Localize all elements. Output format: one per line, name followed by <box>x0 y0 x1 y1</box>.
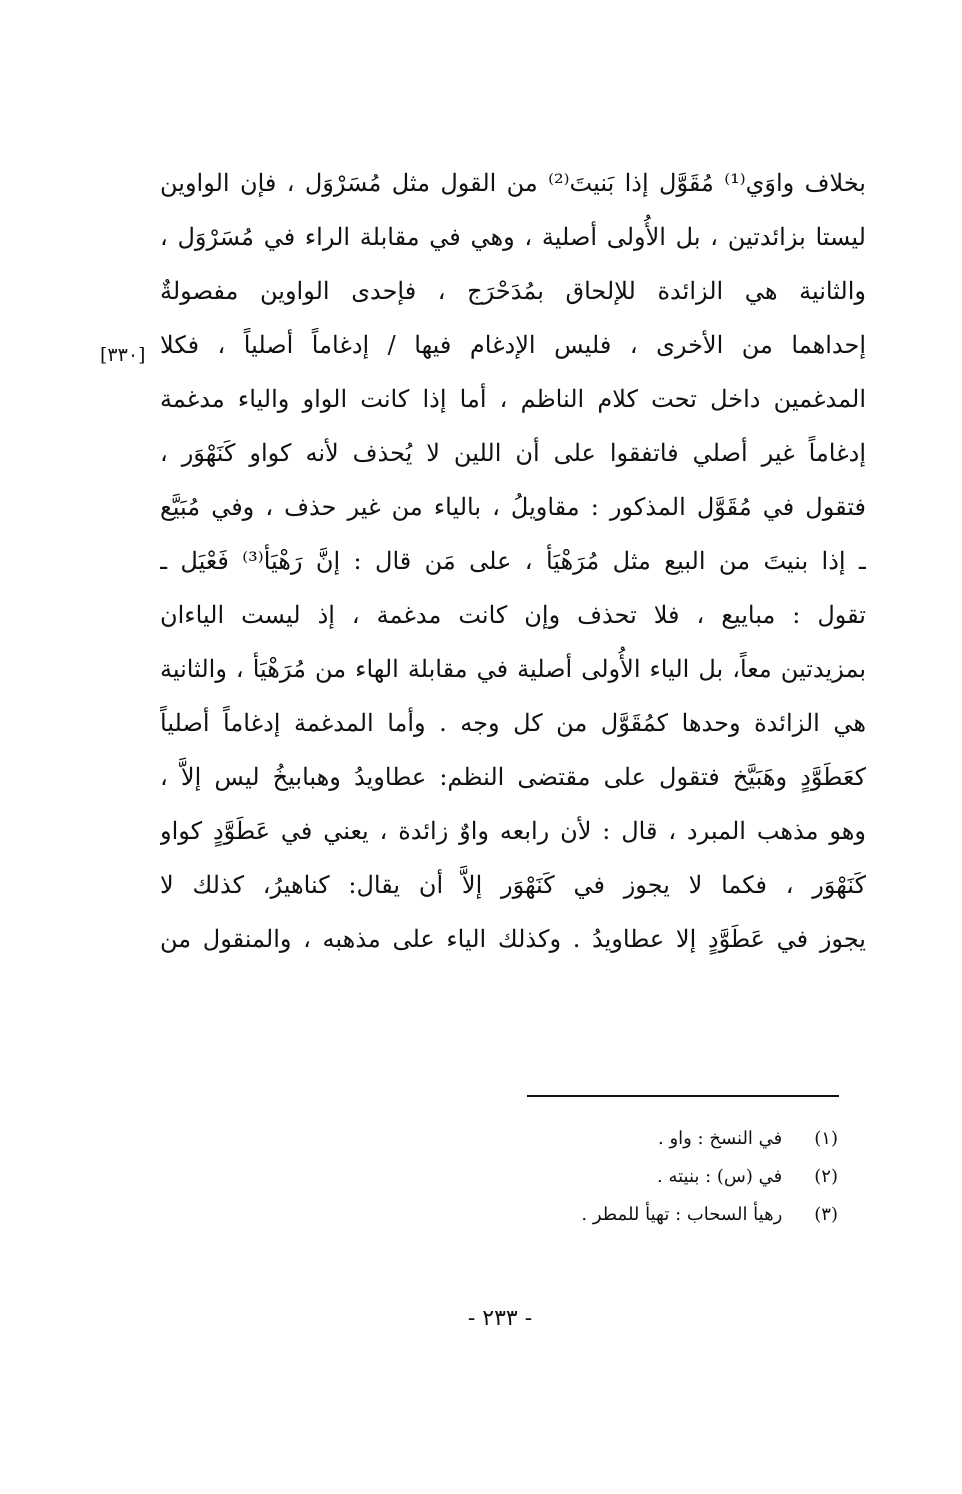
text-line: إدغاماً غير أصلي فاتفقوا على أن اللين لا يُحذف لأنه كواو كَنَهْوَر ، <box>160 439 866 467</box>
text-line: ـ إذا بنيتَ من البيع مثل مُرَهْيَأ ، على مَن قال : إنَّ رَهْيَأ⁽³⁾ فَعْيَل ـ <box>160 547 866 575</box>
text-line: كَنَهْوَر ، فكما لا يجوز في كَنَهْوَر إلاَّ أن يقال: كناهيرُ، كذلك لا <box>160 871 866 899</box>
page-number: - ٢٣٣ - <box>467 1306 533 1331</box>
text-line: كعَطَوَّدٍ وهَبَيَّخ فتقول على مقتضى النظم: عطاويدُ وهبابيخُ ليس إلاَّ ، <box>160 763 866 791</box>
footnote-number: (١) <box>814 1128 838 1149</box>
text-line: فتقول في مُقَوَّل المذكور : مقاويلُ ، بالياء من غير حذف ، وفي مُبَيَّع <box>160 493 866 521</box>
footnotes <box>420 1120 838 1234</box>
text-line: ليستا بزائدتين ، بل الأُولى أصلية ، وهي في مقابلة الراء في مُسَرْوَل ، <box>160 223 866 251</box>
text-line: هي الزائدة وحدها كمُقَوَّل من كل وجه . وأما المدغمة إدغاماً أصلياً <box>160 709 866 737</box>
footnote-item <box>420 1196 838 1234</box>
text-line: إحداهما من الأخرى ، فليس الإدغام فيها / إدغاماً أصلياً ، فكلا <box>160 331 866 359</box>
text-line: بخلاف واوَي⁽¹⁾ مُقَوَّل إذا بَنيتَ⁽²⁾ من القول مثل مُسَرْوَل ، فإن الواوين <box>160 169 866 197</box>
footnote-text: في النسخ : واو . <box>658 1128 783 1149</box>
text-line: وهو مذهب المبرد ، قال : لأن رابعه واوٌ زائدة ، يعني في عَطَوَّدٍ كواو <box>160 817 866 845</box>
text-line: تقول : مباييع ، فلا تحذف وإن كانت مدغمة ، إذ ليست الياءان <box>160 601 866 629</box>
footnote-text: في (س) : بنيته . <box>657 1166 783 1187</box>
footnote-text: رهيأ السحاب : تهيأ للمطر . <box>581 1204 783 1225</box>
text-line: يجوز في عَطَوَّدٍ إلا عطاويدُ . وكذلك الياء على مذهبه ، والمنقول من <box>160 925 866 953</box>
text-line: المدغمين داخل تحت كلام الناظم ، أما إذا كانت الواو والياء مدغمة <box>160 385 866 413</box>
text-line: بمزيدتين معاً، بل الياء الأُولى أصلية في مقابلة الهاء من مُرَهْيَأ ، والثانية <box>160 655 866 683</box>
footnote-separator <box>527 1095 839 1097</box>
text-line: والثانية هي الزائدة للإلحاق بمُدَحْرَج ، فإحدى الواوين مفصولةٌ <box>160 277 866 305</box>
footnote-item <box>420 1158 838 1196</box>
main-text-block <box>160 156 866 966</box>
footnote-number: (٢) <box>814 1166 838 1187</box>
footnote-number: (٣) <box>814 1204 838 1225</box>
marginal-page-reference: [٣٣٠] <box>100 344 146 366</box>
footnote-item <box>420 1120 838 1158</box>
